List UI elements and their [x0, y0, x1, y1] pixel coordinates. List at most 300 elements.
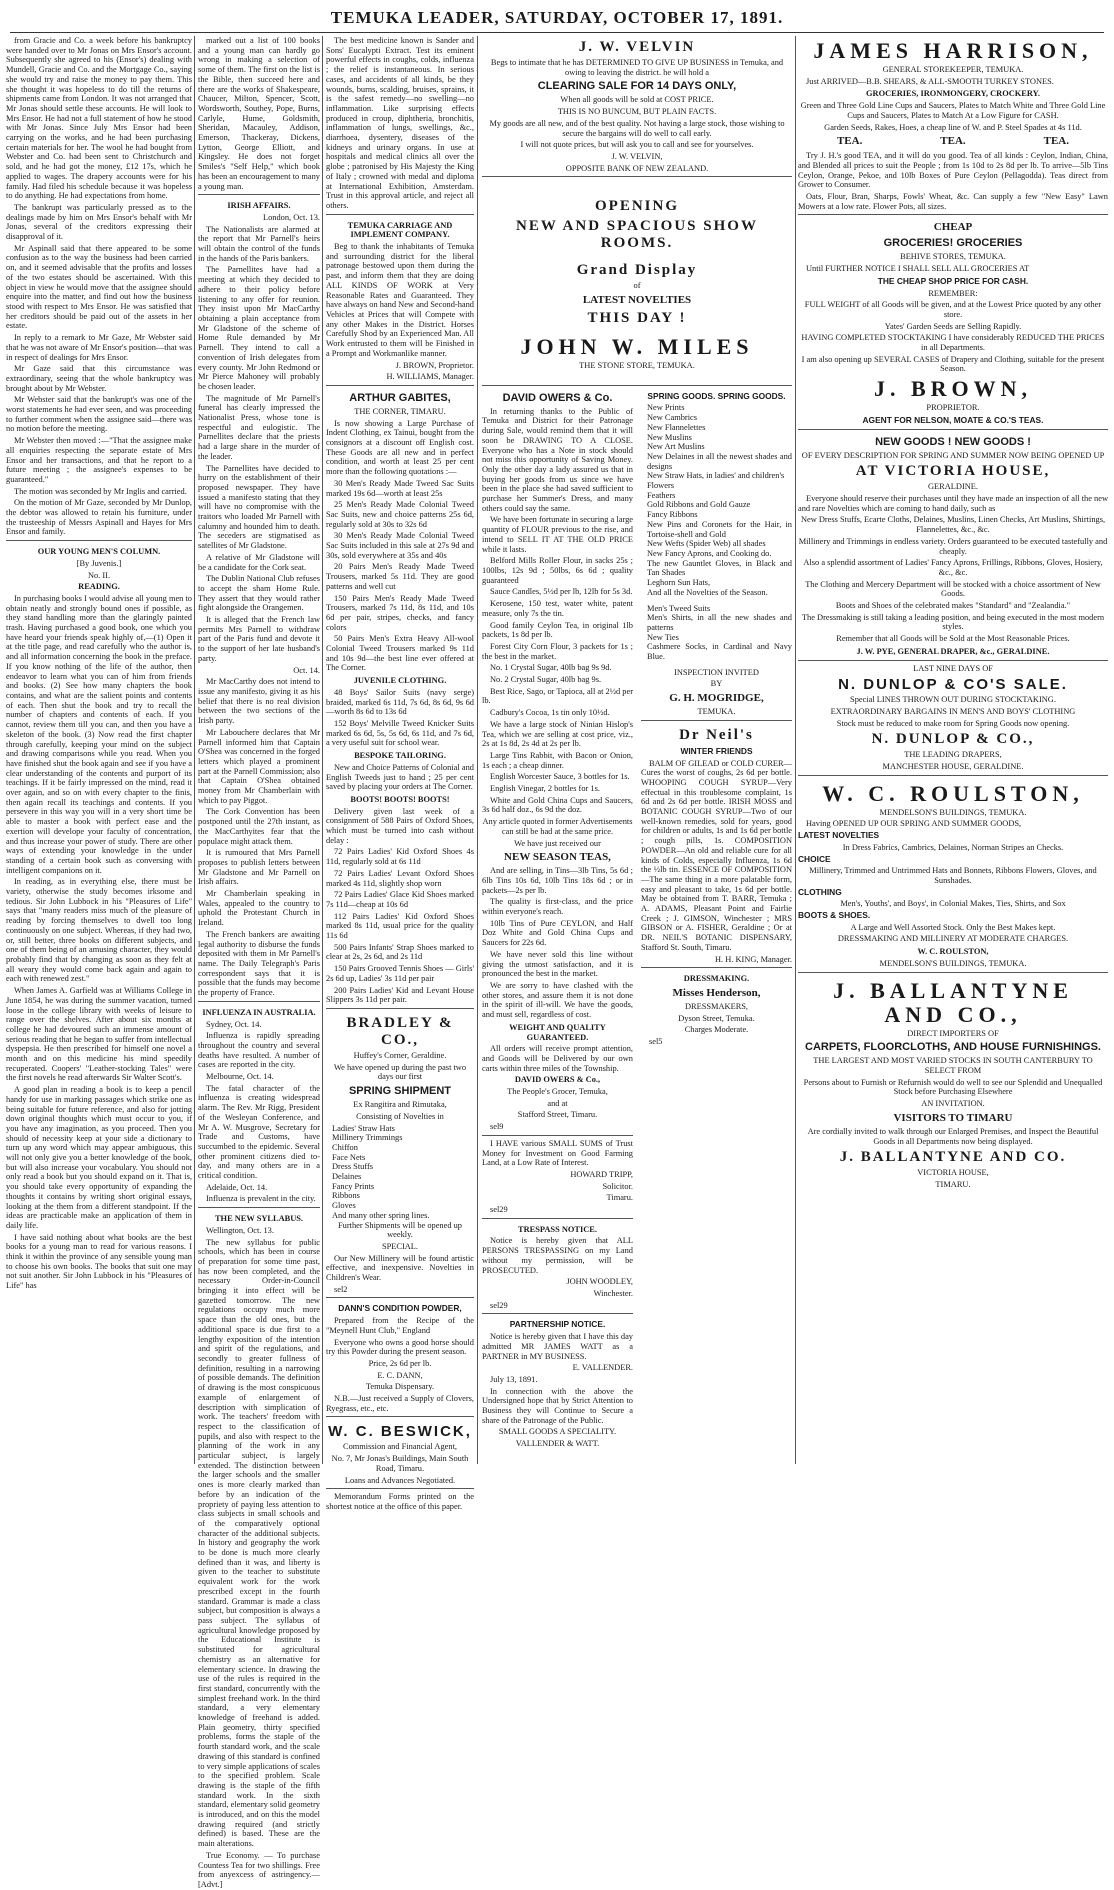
column-divider	[194, 36, 195, 1464]
cheap-groceries: GROCERIES! GROCERIES	[883, 237, 1023, 250]
mogridge-list	[641, 403, 792, 597]
boots-title: BOOTS! BOOTS! BOOTS!	[350, 794, 450, 804]
ballantyne-direct: DIRECT IMPORTERS OF	[907, 1028, 999, 1038]
bradley-special: SPECIAL.	[381, 1241, 419, 1251]
column-divider	[795, 36, 796, 1464]
irish-affairs-article	[198, 225, 320, 664]
velvin-intro: Begs to intimate that he has DETERMINED TO GIVE UP BUSINESS in Temuka, and owing to leaving the district. he will hold a	[490, 58, 784, 77]
paragraph: I have said nothing about what books are the best books for a young man to read for various reasons. I think it within the province of any sensible young man to choose his own books. The books that suit one may not suit another. Sir John Lubbock in his "Pleasures of Life" has	[6, 1232, 192, 1291]
book-list-text: marked out a list of 100 books and a young man can hardly go wrong in making a selection of some of them. The first on the list is the Bible, then succeed here and there are the works of Shakespeare, Chaucer, Milton, Spencer, Scott, Wordsworth, Southey, Pope, Burns, Carlyle, Hume, Goldsmith, Sheridan, Macauley, Addison, Emerson, Thackeray, Dickens, Lytton, George Elliott, and Kingsley. He does not forget Smiles's "Self Help," which book has been an encouragement to many a young man.	[198, 36, 320, 191]
tripp-signature: HOWARD TRIPP,	[570, 1169, 633, 1179]
paragraph: On the motion of Mr Gaze, seconded by Mr Dunlop, the debtor was allowed to retain his furniture, under the trusteeship of Messrs Aspinall and Hayes for Mrs Ensor and family.	[6, 498, 192, 537]
carriage-signature: J. BROWN, Proprietor.	[395, 360, 474, 370]
tripp-place: Timaru.	[606, 1193, 633, 1203]
advert-code: sel2	[334, 1284, 348, 1294]
advert-code: sel5	[649, 1037, 663, 1047]
neil-subtitle: WINTER FRIENDS	[680, 745, 753, 756]
partnership-text: Notice is hereby given that I have this day admitted MR JAMES WATT as a PARTNER in MY BUSINESS.	[482, 1332, 633, 1361]
list-item: And many other spring lines.	[332, 1210, 430, 1220]
list-item: New Ties	[647, 632, 679, 642]
paragraph: The French bankers are awaiting legal authority to disburse the funds deposited with them in Mr Parnell's name. The Daily Telegraph's Paris correspondent says that it is possible that the funds may become the property of France.	[198, 929, 320, 998]
list-item: New Pins and Coronets for the Hair, in Tortoise-shell and Gold	[647, 519, 792, 539]
syllabus-article	[198, 1226, 320, 1849]
list-item: No. 2 Crystal Sugar, 40lb bag 9s.	[490, 675, 602, 685]
list-item: 30 Men's Ready Made Colonial Tweed Sac Suits included in this sale at 27s 9d and 30s, sold everywhere at 35s and 40s	[326, 531, 474, 560]
pye-boots: Boots and Shoes of the celebrated makes "Standard" and "Zealandia."	[835, 601, 1071, 611]
paragraph: Melbourne, Oct. 14.	[206, 1072, 274, 1082]
roulston-subtitle: MENDELSON'S BUILDINGS, TEMUKA.	[879, 807, 1027, 817]
ballantyne-title: J. BALLANTYNE AND CO.,	[833, 977, 1073, 1027]
list-item: Sauce Candles, 5½d per lb, 12lb for 5s 3d.	[490, 587, 633, 597]
roulston-choice-text: Millinery, Trimmed and Untrimmed Hats and Bonnets, Ribbons Flowers, Gloves, and Sunshades.	[809, 866, 1097, 885]
influenza-title: INFLUENZA IN AUSTRALIA.	[202, 1007, 316, 1017]
list-item: New Cambrics	[647, 413, 698, 423]
roulston-boots-text: A Large and Well Assorted Stock. Only the Best Makes kept.	[850, 922, 1056, 932]
list-item: Leghorn Sun Hats,	[647, 578, 711, 588]
roulston-latest-text: In Dress Fabrics, Cambrics, Delaines, Norman Stripes an Checks.	[842, 842, 1064, 852]
miles-name: JOHN W. MILES	[520, 334, 754, 360]
ballantyne-house: VICTORIA HOUSE,	[917, 1168, 989, 1178]
paragraph: Influenza is rapidly spreading throughout the country and several deaths have resulted. A number of cases are reported in the city.	[198, 1031, 320, 1070]
owers-teas-quality: The quality is first-class, and the price within everyone's reach.	[482, 897, 633, 917]
bradley-consist: Consisting of Novelties in	[356, 1111, 444, 1121]
dann-title: DANN'S CONDITION POWDER,	[338, 1303, 462, 1314]
brown-full-weight: FULL WEIGHT of all Goods will be given, and at the Lowest Price quoted by any other store.	[804, 300, 1102, 319]
carriage-company-title: TEMUKA CARRIAGE AND IMPLEMENT COMPANY.	[347, 220, 453, 240]
true-economy-advert: True Economy. — To purchase Countess Tea for two shillings. Free from anyexcess of astringency.—[Advt.]	[198, 1850, 320, 1889]
list-item: Best Rice, Sago, or Tapioca, all at 2½d per lb.	[482, 686, 633, 706]
trespass-text: Notice is hereby given that ALL PERSONS TRESPASSING on my Land without my permission, will be PROSECUTED.	[482, 1236, 633, 1275]
roulston-having: Having OPENED UP OUR SPRING AND SUMMER GOODS,	[806, 819, 1022, 829]
advert-code: sel29	[490, 1205, 508, 1215]
mogridge-address: TEMUKA.	[697, 707, 736, 717]
list-item: Gold Ribbons and Gold Gauze	[647, 500, 751, 510]
list-item: We have a large stock of Ninian Hislop's Tea, which we are selling at cost price, viz., 2s at 1s 8d, 2s 4d at 2s per lb.	[482, 719, 633, 749]
bradley-subtitle: Huffey's Corner, Geraldine.	[353, 1050, 447, 1060]
brown-yates: Yates' Garden Seeds are Selling Rapidly.	[884, 321, 1022, 331]
pye-signature: J. W. PYE, GENERAL DRAPER, &c., GERALDINE.	[856, 646, 1050, 656]
dunlop-sale: N. DUNLOP & CO'S SALE.	[838, 676, 1068, 694]
dunlop-special: Special LINES THROWN OUT DURING STOCKTAKING.	[850, 695, 1056, 705]
list-item: Dress Stuffs	[332, 1162, 374, 1172]
beswick-text: Commission and Financial Agent,	[343, 1442, 457, 1452]
column-4	[482, 36, 792, 1466]
paragraph: The bankrupt was particularly pressed as to the dealings made by him on Mrs Ensor's behalf with Mr Jonas, several of the creditors expressing their disapproval of it.	[6, 202, 192, 242]
list-item: 72 Pairs Ladies' Kid Oxford Shoes 4s 11d, regularly sold at 6s 11d	[326, 847, 474, 867]
mogridge-name: G. H. MOGRIDGE,	[669, 692, 764, 705]
partnership-connection: In connection with the above the Undersigned hope that by Strict Attention to Business they will Continue to Secure a share of the Patronage of the Public.	[482, 1386, 633, 1425]
juvenile-title: JUVENILE CLOTHING.	[353, 676, 447, 686]
miles-grand-display: Grand Display	[576, 262, 698, 279]
list-item: Kerosene, 150 test, water white, patent measure, only 7s the tin.	[482, 599, 633, 618]
harrison-groceries: GROCERIES, IRONMONGERY, CROCKERY.	[866, 89, 1040, 99]
bradley-list	[326, 1124, 474, 1221]
beswick-title: W. C. BESWICK,	[328, 1423, 472, 1441]
dateline: London, Oct. 13.	[263, 212, 320, 222]
dunlop-name: N. DUNLOP & CO.,	[871, 731, 1035, 748]
paragraph: Adelaide, Oct. 14.	[206, 1182, 268, 1192]
trespass-title: TRESPASS NOTICE.	[518, 1224, 597, 1234]
list-item: 50 Pairs Men's Extra Heavy All-wool Colonial Tweed Trousers marked 9s 11d and 10s 9d—the best line ever offered at The Corner.	[326, 634, 474, 673]
roulston-title: W. C. ROULSTON,	[822, 780, 1084, 806]
dann-nb: N.B.—Just received a Supply of Clovers, Ryegrass, etc., etc.	[326, 1394, 474, 1413]
masthead-rule	[10, 32, 1104, 33]
paragraph: When James A. Garfield was at Williams College in June 1854, he was during the summer vacation, turned loose in the college library with weeks of leisure to range over the shelves. After about six months at college he had devoured such an immense amount of serious reading that he began to suffer from intellectual dyspepsia. He then prescribed for himself one novel a month and on this medicine his mind speedily recuperated. Coopers' "Leather-stocking Tales" were the first novels he read afterwards Sir Walter Scott's.	[6, 986, 192, 1083]
henderson-address: Dyson Street, Temuka.	[678, 1013, 755, 1023]
memorandum-forms-advert: Memorandum Forms printed on the shortest notice at the office of this paper.	[326, 1492, 474, 1511]
ballantyne-largest: THE LARGEST AND MOST VARIED STOCKS IN SOUTH CANTERBURY TO SELECT FROM	[813, 1056, 1093, 1075]
paragraph: from Gracie and Co. a week before his bankruptcy were handed over to Mr Jonas on Mrs Ensor's account. Subsequently she agreed to his (Ensor's) dealing with Mundell, Gracie and Co. and the Mortgage Co., saying she would try and raise the money to pay them. This she thought it was hopeless to do till the returns of shipments came from London. It was not arranged that Mr Jonas should settle these accounts. He will look to Mrs Ensor. He had not a full statement of how he stood with Mr Jonas. Since July Mrs Ensor had been carrying on the works, and he had been purchasing certain materials for her. The wool he had bought from Webster and Co. had been sent to Christchurch and sold, and he had got the money, £12 17s, which he applied to wages. The drapery accounts were for his family. Had filed his schedule because it was hopeless to do anything. He had expectations from home.	[6, 36, 192, 201]
owers-orders: All orders will receive prompt attention, and Goods will be Delivered by our own carts within three miles of the Township.	[482, 1044, 633, 1073]
paragraph: It is alleged that the French law permits Mrs Parnell to withdraw part of the Paris fund and devote it to the support of her late husband's party.	[198, 615, 320, 663]
trespass-place: Winchester.	[593, 1288, 633, 1298]
mogridge-invite: INSPECTION INVITED	[674, 667, 759, 677]
ballantyne-place: TIMARU.	[935, 1179, 971, 1189]
list-item: New Flannelettes	[647, 422, 706, 432]
roulston-latest: LATEST NOVELTIES	[798, 830, 880, 841]
dann-shop: Temuka Dispensary.	[365, 1382, 435, 1392]
list-item: Large Tins Rabbit, with Bacon or Onion, 1s each ; a cheap dinner.	[482, 750, 633, 770]
roulston-signature-2: MENDELSON'S BUILDINGS, TEMUKA.	[879, 958, 1027, 968]
sanders-advert: The best medicine known is Sander and Sons' Eucalypti Extract. Test its eminent powerful effects in coughs, colds, influenza ; the relief is instantaneous. In serious cases, and accidents of all kinds, be they wounds, burns, scalding, bruises, sprains, it is the safest remedy—no swelling—no inflammation. Like surprising effects produced in croup, diphtheria, bronchitis, inflammation of lungs, swellings, &c., diarrhoea, dysentery, diseases of the kidneys and urinary organs. In use at hospitals and medical clinics all over the globe ; patronised by His Majesty the King of Italy ; crowned with medal and diploma at International Exhibition, Amsterdam. Trust in this approval article, and reject all others.	[326, 36, 474, 210]
partnership-date: July 13, 1891.	[490, 1374, 538, 1384]
tripp-solicitor: Solicitor.	[602, 1181, 633, 1191]
paragraph: Mr Aspinall said that there appeared to be some confusion as to the way the business had been carried on, and it seemed advisable that the profits and losses of the two estates should be ascertained. With this object in view he would move that the assignee should enquire into the matter, and find out how the business stood with respect to Mrs Ensor. He was satisfied that her creditors should be paid out of the assets in her estate.	[6, 243, 192, 331]
dateline: Oct. 14.	[293, 665, 320, 675]
ballantyne-persons: Persons about to Furnish or Refurnish would do well to see our Splendid and Unequalled Stock before Purchasing Elsewhere	[803, 1077, 1103, 1097]
paragraph: The new syllabus for public schools, which has been in course of preparation for some time past, has now been completed, and the necessary Order-in-Council bringing it into effect will be gazetted tomorrow. The new regulations occupy much more space than the old ones, but the additional space is due first to a lengthy exposition of the intention and spirit of the regulations, and secondly to greater fullness of definition, resulting in a narrowing of possible demands. The definition of drawing is the most conspicuous example of enlargement of description with simplication of work. The teachers' freedom with respect to the classification of pupils, and also with respect to the planning of the work in any particular subject, is largely extended. The distinction between the larger schools and the smaller ones is more clearly marked than before by an indication of the propriety of paying less attention to class subjects in small schools and of the comparatively optional character of the additional subjects. In history and geography the work to be done is much more clearly defined than it was, and liberty is given to the teacher to substitute equivalent work for the work prescribed except in the fourth standard. Grammar is made a class subject, but composition is always a pass subject. The syllabus of agricultural knowledge proposed by the Educational Institute is substituted for agricultural chemistry as an alternative for elementary science. In drawing the use of the rules is required in the first standard, concurrently with the simplest freehand work. In the third standard, a very elementary knowledge of freehand is added. Plain geometry, thirty specified problems, forms the staple of the fourth standard work, and the scale drawing of this standard is confined to very simple applications of scales to the specified problem. Scale drawing is the staple of the fifth standard work. In the sixth standard, elementary solid geometry is introduced, and on this the model drawing required (and strictly defined) is based. These are the main alterations.	[198, 1237, 320, 1849]
neil-text: BALM OF GILEAD or COLD CURER—Cures the worst of coughs, 2s 6d per bottle. WHOOPING COUGH SYRUP—Very effectual in this troublesome complaint, 1s 6d and 2s 6d per bottle. IRISH MOSS and BOTANIC COUGH SYRUP—Two of our well-known remedies, sold for years, good for children or adults, 1s and 1s 6d per bottle ; cough pills, 1s. COMPOSITION POWDER—An old and reliable cure for all kinds of Colds, especially Influenza, 1s 6d the ½lb tin. ESSENCE OF COMPOSITION—The same thing in a more palatable form, easy and pleasant to take, 1s 6d per bottle. May be obtained from T. BARR, Temuka ; A. ADAMS, Pleasant Point and Fairlie Creek ; J. GIMSON, Winchester ; MRS GIBSON or A. FISHER, Geraldine ; Or at DR. NEIL'S BOTANIC DISPENSARY, Stafford St. South, Timaru.	[641, 758, 792, 952]
roulston-dressmaking: DRESSMAKING AND MILLINERY AT MODERATE CHARGES.	[837, 934, 1069, 944]
miles-of: of	[633, 281, 641, 291]
list-item: Fancy Ribbons	[647, 510, 698, 520]
juvenile-list	[326, 688, 474, 748]
cheap-heading: CHEAP	[933, 221, 973, 234]
partnership-signature: E. VALLENDER.	[572, 1363, 633, 1373]
mogridge-by: BY	[710, 679, 723, 689]
list-item: New Delaines in all the newest shades and designs	[647, 451, 792, 471]
paragraph: Mr Gaze said that this circumstance was extraordinary, seeing that the whole bankruptcy was brought about by Mr Webster.	[6, 364, 192, 393]
owers-teas-body: And are selling, in Tins—3lb Tins, 5s 6d ; 6lb Tins 10s 6d, 10lb Tins 18s 6d ; or in packets—2s per lb.	[482, 866, 633, 895]
list-item: New Fancy Aprons, and Cooking do.	[647, 548, 772, 558]
partnership-small-goods: SMALL GOODS A SPECIALITY.	[498, 1427, 617, 1437]
gabites-intro: Is now showing a Large Purchase of Indent Clothing, ex Tainui, bought from the consignors at a discount off English cost. These Goods are all new and in perfect condition, and worth at least 25 per cent more than the following quotations :—	[326, 418, 474, 477]
list-item: 150 Pairs Men's Ready Made Tweed Trousers, marked 7s 11d, 8s 11d, and 10s 6d per pair, stripes, checks, and fancy colors	[326, 593, 474, 632]
miles-address: THE STONE STORE, TEMUKA.	[579, 361, 695, 371]
pye-dressmaking: The Dressmaking is still taking a leading position, and being executed in the most modern styles.	[801, 612, 1105, 632]
column-1	[6, 36, 192, 1466]
paragraph: In reading, as in everything else, there must be variety, otherwise the study becomes irksome and tedious. Sir John Lubbock in his "Pleasures of Life" says that "many readers miss much of the pleasure of reading by forcing themselves to dwell too long continuously on one subject. Whereas, if they had two, or, still better, three books on different subjects, and one of them being of an amusing character, they would probably find that by changing as soon as they felt at all weary they would come back again and again to each with renewed zest."	[6, 877, 192, 984]
spring-goods-heading: SPRING GOODS. SPRING GOODS.	[647, 390, 786, 401]
paragraph: Mr Webster then moved :—"That the assignee make all enquiries respecting the separate estate of Mrs Ensor and her transactions, and that he report to a future meeting ; the assignee's expenses to be guaranteed."	[6, 436, 192, 484]
velvin-body: My goods are all new, and of the best quality. Not having a large stock, those wishing to secure the bargains will do well to call early.	[489, 118, 785, 138]
list-item: 500 Pairs Infants' Strap Shoes marked to clear at 2s, 2s 6d, and 2s 11d	[326, 942, 474, 962]
dann-text: Prepared from the Recipe of the "Meynell Hunt Club," England	[326, 1316, 474, 1335]
harrison-just: Just ARRIVED—B.B. SHEARS, & ALL-SMOOTH TURKEY STONES.	[806, 76, 1054, 86]
list-item: Chiffon	[332, 1142, 358, 1152]
roulston-choice: CHOICE	[798, 853, 831, 864]
list-item: New Prints	[647, 403, 685, 413]
henderson-title: Misses Henderson,	[672, 987, 761, 999]
paragraph: Mr Webster said that the bankrupt's was one of the worst statements he had ever seen, and was proceeding to further comment when the assignee said—there was no motion before the meeting.	[6, 395, 192, 434]
paragraph: In purchasing books I would advise all young men to obtain neatly and strongly bound ones if possible, as they stand handling more than the glaringly painted trash. Having purchased a good book, one which you have heard your friends speak highly of,—(1) Open it at the title page, and read carefully who the author is, and all information concerning the book in the preface. If you know nothing of the life of the author, then endeavor to learn what you can of him from friends and books. (2) See how many chapters the book contains, and what are the salient points and contents of each. Then shut the book and try to recall the number of chapters and contents of each. If you cannot, review them till you can, and then you have a skeleton of the book. (3) Now read the first chapter through carefully, keeping your mind on the subject and drawing comparisons while you read. When you have finished shut the book again and see if you have a clear understanding of the contents and purport of its teachings. If it be fairly impressed on the mind, read it over again, and so on with every chapter to the finis, then again recall its teachings and contents. If you persevere in this way you will in a very short time be able to master a book with perfect ease and the exertion will develope your faculty of concentration, and thus increase your power of study. There are other ways of extending your knowledge in the under standing of a certain book such as conversing with intelligent companions on it.	[6, 593, 192, 875]
bankruptcy-report	[6, 36, 192, 537]
harrison-title: JAMES HARRISON,	[813, 38, 1093, 63]
gabites-subtitle: THE CORNER, TIMARU.	[354, 406, 446, 416]
brown-remember: REMEMBER:	[928, 288, 978, 298]
tea-label: TEA.	[940, 135, 966, 148]
bespoke-text: New and Choice Patterns of Colonial and English Tweeds just to hand ; 25 per cent saved by placing your orders at The Corner.	[326, 762, 474, 792]
miles-this-day: THIS DAY !	[587, 310, 687, 327]
dunlop-leading: THE LEADING DRAPERS,	[904, 750, 1002, 760]
bradley-further: Further Shipments will be opened up weekly.	[338, 1220, 462, 1240]
owers-teas-intro: We have just received our	[514, 838, 601, 848]
carriage-company-text: Beg to thank the inhabitants of Temuka and surrounding district for the liberal patronage bestowed upon them during the past, and inform them that they are doing ALL KINDS OF WORK at Very Reasonable Rates and Guaranteed. They have always on hand New and Second-hand Vehicles at Prices that will Compete with any other Makes in the District. Horses Carefully Shod by an Experienced Man. All Work entrusted to them will be Finished in a Prompt and Workmanlike manner.	[326, 242, 474, 358]
velvin-title: J. W. VELVIN	[578, 39, 696, 55]
paragraph: The Dublin National Club refuses to accept the sham Home Rule. They assert that they would rather fight alongside the Orangemen.	[198, 574, 320, 613]
owers-weight: WEIGHT AND QUALITY GUARANTEED.	[509, 1022, 606, 1042]
column-2	[198, 36, 320, 1889]
roulston-clothing-text: Men's, Youths', and Boys', in Colonial Makes, Ties, Shirts, and Sox	[840, 899, 1066, 909]
velvin-address: OPPOSITE BANK OF NEW ZEALAND.	[565, 163, 709, 173]
reading-article	[6, 594, 192, 1291]
paragraph: The magnitude of Mr Parnell's funeral has clearly impressed the Nationalist Press, whose tone is respectful and eulogistic. The Parnellites declare that the priests had a large share in the murder of the leader.	[198, 393, 320, 461]
paragraph: Mr MacCarthy does not intend to issue any manifesto, giving it as his belief that there is no real division between the two sections of the Irish party.	[198, 677, 320, 726]
pye-millinery: Millinery and Trimmings in endless variety. Orders guaranteed to be executed tastefully and cheaply.	[798, 536, 1108, 556]
list-item: And all the Novelties of the Season.	[647, 587, 768, 597]
pye-victoria-house: AT VICTORIA HOUSE,	[855, 463, 1051, 480]
dunlop-address: MANCHESTER HOUSE, GERALDINE.	[882, 762, 1024, 772]
bradley-ex: Ex Rangitira and Rimutaka,	[353, 1100, 447, 1110]
pye-clothing: The Clothing and Mercery Department will be stocked with a choice assortment of New Goods.	[805, 579, 1101, 599]
young-mens-column-title: OUR YOUNG MEN'S COLUMN.	[37, 547, 161, 557]
tea-row	[798, 135, 1108, 148]
neil-title: Dr Neil's	[679, 726, 754, 743]
paragraph: A relative of Mr Gladstone will be a candidate for the Cork seat.	[198, 552, 320, 572]
roulston-boots: BOOTS & SHOES.	[798, 910, 871, 921]
paragraph: The fatal character of the influenza is creating widespread alarm. The Rev. Mr Rigg, President of the Wesleyan Conference, and Mr A. W. Musgrove, Secretary for Trade and Customs, have succumbed to the epidemic. Several other prominent citizens died to-day, and many others are in a critical condition.	[198, 1083, 320, 1181]
brown-cash: THE CHEAP SHOP PRICE FOR CASH.	[877, 275, 1029, 286]
paragraph: Sydney, Oct. 14.	[206, 1019, 262, 1029]
brown-until: Until FURTHER NOTICE I SHALL SELL ALL GROCERIES AT	[806, 264, 1030, 274]
dressmaking-title: DRESSMAKING.	[683, 974, 750, 984]
velvin-buncum: THIS IS NO BUNCUM, BUT PLAIN FACTS.	[557, 107, 717, 117]
list-item: The new Gauntlet Gloves, in Black and Tan Shades	[647, 558, 792, 578]
bradley-spring-head: SPRING SHIPMENT	[348, 1085, 452, 1098]
list-item: 48 Boys' Sailor Suits (navy serge) braided, marked 6s 11d, 7s 6d, 8s 6d, 9s 6d—worth 8s 6d to 13s 6d	[326, 687, 474, 717]
bradley-title: BRADLEY & CO.,	[346, 1014, 454, 1048]
dann-price: Price, 2s 6d per lb.	[368, 1358, 432, 1368]
list-item: White and Gold China Cups and Saucers, 3s 6d half doz., 6s 9d the doz.	[482, 795, 633, 815]
column-5	[798, 36, 1108, 1466]
harrison-oats: Oats, Flour, Bran, Sharps, Fowls' Wheat, &c. Can supply a few "New Easy" Lawn Mowers at a low rate. Flower Pots, all sizes.	[798, 192, 1108, 211]
list-item: 200 Pairs Ladies' Kid and Levant House Slippers 3s 11d per pair.	[326, 985, 474, 1005]
tea-label: TEA.	[1043, 135, 1069, 148]
brown-cases: I am also opening up SEVERAL CASES of Drapery and Clothing, suitable for the present Season.	[801, 354, 1105, 374]
pye-body: Everyone should reserve their purchases until they have made an inspection of all the new and rare Novelties which are coming to hand daily, such as	[798, 493, 1108, 513]
miles-novelties: LATEST NOVELTIES	[582, 294, 692, 307]
list-item: 30 Men's Ready Made Tweed Sac Suits marked 19s 6d—worth at least 25s	[326, 478, 474, 498]
list-item: English Vinegar, 2 bottles for 1s.	[490, 784, 600, 794]
neil-manager: H. H. KING, Manager.	[715, 954, 792, 964]
tea-label: TEA.	[836, 135, 863, 148]
pye-geraldine: GERALDINE.	[927, 482, 978, 492]
beswick-loans: Loans and Advances Negotiated.	[344, 1475, 456, 1485]
henderson-charges: Charges Moderate.	[684, 1025, 749, 1035]
dunlop-last-days: LAST NINE DAYS OF	[913, 663, 993, 673]
paragraph: It is rumoured that Mrs Parnell proposes to publish letters between Mr Gladstone and Mr Parnell on Irish affairs.	[198, 848, 320, 887]
owers-signature-2: The People's Grocer, Temuka,	[507, 1087, 608, 1097]
list-item: 25 Men's Ready Made Colonial Tweed Sac Suits, new and choice patterns 25s 6d, regularly sold at 30s to 32s 6d	[326, 500, 474, 529]
list-item: 152 Boys' Melville Tweed Knicker Suits marked 6s 6d, 5s, 5s 6d, 6s 11d, and 7s 6d, a very useful suit for school wear.	[326, 719, 474, 748]
brown-stocktaking: HAVING COMPLETED STOCKTAKING I have considerably REDUCED THE PRICES in all Departments.	[801, 333, 1105, 353]
pye-new-goods: NEW GOODS ! NEW GOODS !	[875, 435, 1031, 448]
list-item: English Worcester Sauce, 3 bottles for 1s.	[490, 772, 630, 782]
brown-agent: AGENT FOR NELSON, MOATE & CO.'S TEAS.	[862, 414, 1044, 425]
list-item: No. 1 Crystal Sugar, 40lb bag 9s 9d.	[490, 663, 612, 673]
influenza-article	[198, 1020, 320, 1205]
mogridge-list-2	[641, 604, 792, 662]
miles-opening: OPENING	[594, 198, 679, 215]
reading-subtitle: READING.	[78, 582, 120, 592]
paragraph: The Parnellites have decided to hurry on the establishment of their proposed newspaper. They have issued a manifesto stating that they will have no compromise with the traitors who loaded Mr Parnell with calumny and hounded him to death. The seceders are stigmatised as satellites of Mr Gladstone.	[198, 463, 320, 551]
owers-teas: NEW SEASON TEAS,	[504, 851, 611, 864]
harrison-seeds: Garden Seeds, Rakes, Hoes, a cheap line of W. and P. Steel Spades at 4s 11d.	[824, 122, 1082, 132]
list-item: Feathers	[647, 490, 676, 500]
list-item: Face Nets	[332, 1152, 366, 1162]
tripp-advert: I HAVE various SMALL SUMS of Trust Money for Investment on Good Farming Land, at a Low Rate of Interest.	[482, 1138, 633, 1168]
bradley-intro: We have opened up during the past two days our first	[333, 1062, 467, 1082]
velvin-when: When all goods will be sold at COST PRICE.	[560, 95, 714, 105]
list-item: 112 Pairs Ladies' Kid Oxford Shoes marked 8s 11d, usual price for the quality 11s 6d	[326, 911, 474, 941]
harrison-cups: Green and Three Gold Line Cups and Saucers, Plates to Match White and Three Gold Line Cups and Saucers, Plates to Match At a Low Figure for CASH.	[800, 101, 1106, 120]
behive-stores: BEHIVE STORES, TEMUKA.	[900, 252, 1006, 262]
byline: [By Juvenis.]	[76, 558, 122, 568]
owers-signature: DAVID OWERS & Co.,	[514, 1075, 601, 1085]
beswick-address: No. 7, Mr Jonas's Buildings, Main South Road, Timaru.	[331, 1454, 469, 1473]
brown-name: J. BROWN,	[873, 376, 1033, 402]
boots-list	[326, 847, 474, 1005]
partnership-title: PARTNERSHIP NOTICE.	[509, 1319, 606, 1330]
paragraph: The Nationalists are alarmed at the report that Mr Parnell's heirs will obtain the control of the funds in the hands of the Paris bankers.	[198, 224, 320, 263]
dunlop-stock: Stock must be reduced to make room for Spring Goods now opening.	[836, 718, 1070, 728]
list-item: New Art Muslins	[647, 442, 705, 452]
list-item: Cashmere Socks, in Cardinal and Navy Blue.	[647, 642, 792, 662]
list-item: Forest City Corn Flour, 3 packets for 1s ; the best in the market.	[482, 641, 633, 661]
syllabus-title: THE NEW SYLLABUS.	[214, 1214, 304, 1224]
list-item: Flowers	[647, 481, 674, 491]
pye-ladies: Also a splendid assortment of Ladies' Fancy Aprons, Frillings, Ribbons, Gloves, Hosiery, &c., &c.	[803, 558, 1103, 577]
advert-code: sel9	[490, 1122, 504, 1132]
owers-signature-3: and at	[547, 1098, 568, 1108]
newspaper-masthead: TEMUKA LEADER, SATURDAY, OCTOBER 17, 1891.	[330, 8, 784, 27]
ballantyne-invitation: AN INVITATION.	[921, 1099, 985, 1109]
roulston-clothing: CLOTHING	[798, 886, 842, 897]
pye-remember: Remember that all Goods will be Sold at the Most Reasonable Prices.	[836, 634, 1070, 644]
owers-flour: We have been fortunate in securing a large quantity of FLOUR previous to the rise, and intend to SELL IT AT THE OLD PRICE while it lasts.	[482, 515, 633, 554]
pye-items: New Dress Stuffs, Ecarte Cloths, Delaines, Muslins, Linen Checks, Art Muslins, Shirtings, Flannelettes, &c., &c.	[800, 515, 1106, 535]
henderson-subtitle: DRESSMAKERS,	[684, 1002, 749, 1011]
list-item: Belford Mills Roller Flour, in sacks 25s ; 100lbs, 12s 9d ; 50lbs, 6s 6d ; quality guaranteed	[482, 556, 633, 585]
paragraph: In reply to a remark to Mr Gaze, Mr Webster said that he was not aware of Mr Ensor's position—that was in respect of dealings for Mrs Ensor.	[6, 333, 192, 362]
list-item: New Wefts (Spider Web) all shades	[647, 539, 766, 549]
paragraph: The motion was seconded by Mr Inglis and carried.	[14, 486, 187, 496]
paragraph: The Parnellites have had a meeting at which they decided to adhere to their policy before listening to any offer for reunion. They insist upon Mr MacCarthy obtaining a plain acceptance from Mr Gladstone of the scheme of Home Rule demanded by Mr Parnell. They intend to call a convention of Irish delegates from every county. Mr John Redmond or Mr Pierce Mahoney will probably be chosen leader.	[198, 265, 320, 391]
boots-intro: Delivery given last week of a consignment of 588 Pairs of Oxford Shoes, which must be turned into cash without delay :	[326, 806, 474, 845]
dann-text-2: Everyone who owns a good horse should try this Powder during the present season.	[326, 1337, 474, 1357]
harrison-subtitle: GENERAL STOREKEEPER, TEMUKA.	[882, 65, 1024, 74]
column-divider	[477, 36, 478, 1464]
ballantyne-visitors: VISITORS TO TIMARU	[893, 1111, 1013, 1124]
miles-show-rooms: NEW AND SPACIOUS SHOW ROOMS.	[516, 218, 758, 252]
carriage-signature: H. WILLIAMS, Manager.	[386, 372, 474, 382]
harrison-tea: Try J. H.'s good TEA, and it will do you good. Tea of all kinds : Ceylon, Indian, China, and Blended all prices to suit the People ; from 1s 10d to 2s 8d per lb. To arrive—5lb Tins Ceylon, Orange, Pekoe, and 10lb Boxes of Pure Ceylon (Pellagodda). Teas direct from Grower to Consumer.	[798, 151, 1108, 190]
column-3	[326, 36, 474, 1511]
velvin-quote: I will not quote prices, but will ask you to call and see for yourselves.	[520, 140, 754, 150]
column-divider	[322, 36, 323, 1464]
owers-intro: In returning thanks to the Public of Temuka and District for their Patronage during Sale, would remind them that it will soon be DRAWING TO A CLOSE. Everyone who has a Note in stock should not miss this opportunity of Saving Money. Only the other day a lady assured us that in buying her goods from us since we have been in the place she had saved sufficient to purchase her Summer's Dress, and many others could say the same.	[482, 406, 633, 513]
ballantyne-carpets: CARPETS, FLOORCLOTHS, AND HOUSE FURNISHINGS.	[805, 1041, 1101, 1054]
owers-sorry: We are sorry to have clashed with the other stores, and assure them it is not done in the spirit of ill-will. We have the goods, and must sell, regardless of cost.	[482, 981, 633, 1020]
list-item: 150 Pairs Grooved Tennis Shoes — Girls' 2s 6d up, Ladies' 3s 11d per pair	[326, 964, 474, 983]
owers-any: Any article quoted in former Advertisements can still be had at the same price.	[482, 817, 633, 836]
owers-ceylon: 10lb Tins of Pure CEYLON, and Half Doz White and Gold China Cups and Saucers for 22s 6d.	[482, 918, 633, 948]
bradley-special-text: Our New Millinery will be found artistic effective, and inexpensive. Novelties in Children's Wear.	[326, 1253, 474, 1283]
paragraph: Mr Chamberlain speaking in Wales, appealed to the country to uphold the Protestant Church in Ireland.	[198, 889, 320, 928]
list-item: Ladies' Straw Hats	[332, 1123, 395, 1133]
list-item: Ribbons	[332, 1191, 360, 1201]
paragraph: Wellington, Oct. 13.	[206, 1225, 274, 1235]
list-item: Gloves	[332, 1201, 356, 1211]
irish-affairs-article-2	[198, 677, 320, 998]
owers-signature-4: Stafford Street, Timaru.	[517, 1110, 598, 1120]
paragraph: Influenza is prevalent in the city.	[206, 1194, 316, 1204]
list-item: 72 Pairs Ladies' Levant Oxford Shoes marked 4s 11d, slightly shop worn	[326, 868, 474, 888]
list-item: Men's Tweed Suits	[647, 603, 711, 613]
velvin-sale: CLEARING SALE FOR 14 DAYS ONLY,	[537, 80, 737, 93]
irish-affairs-title: IRISH AFFAIRS.	[227, 201, 291, 211]
owers-title: DAVID OWERS & Co.	[502, 391, 613, 404]
paragraph: The Cork Convention has been postponed until the 27th instant, as the MacCarthyites fear that the populace might attack them.	[198, 807, 320, 846]
list-item: Millinery Trimmings	[332, 1133, 403, 1143]
list-item: Delaines	[332, 1172, 362, 1182]
trespass-signature: JOHN WOODLEY,	[566, 1277, 633, 1287]
list-item: Fancy Prints	[332, 1181, 375, 1191]
list-item: New Straw Hats, in ladies' and children's	[647, 471, 785, 481]
pye-every: OF EVERY DESCRIPTION FOR SPRING AND SUMMER NOW BEING OPENED UP	[801, 450, 1105, 460]
list-item: Cadbury's Cocoa, 1s tin only 10½d.	[490, 708, 610, 718]
list-item: 72 Pairs Ladies' Glace Kid Shoes marked 7s 11d—cheap at 10s 6d	[326, 890, 474, 909]
dunlop-extraordinary: EXTRAORDINARY BARGAINS IN MEN'S AND BOYS' CLOTHING	[830, 706, 1076, 716]
gabites-list	[326, 479, 474, 673]
list-item: New Muslins	[647, 432, 692, 442]
list-item: Men's Shirts, in all the new shades and patterns	[647, 613, 792, 632]
owers-list	[482, 556, 633, 815]
list-item: Good family Ceylon Tea, in original 1lb packets, 1s 8d per lb.	[482, 620, 633, 640]
ballantyne-signature: J. BALLANTYNE AND CO.	[839, 1149, 1067, 1166]
roulston-signature: W. C. ROULSTON,	[917, 947, 989, 957]
advert-code: sel29	[490, 1300, 508, 1310]
gabites-title: ARTHUR GABITES,	[349, 391, 451, 404]
owers-never: We have never sold this line without giving the utmost satisfaction, and it is pronounced the best in the market.	[482, 949, 633, 979]
paragraph: Mr Labouchere declares that Mr Parnell informed him that Captain O'Shea was concerned in the forged letters which played a prominent part at the Parnell Commission; also that Captain O'Shea obtained money from Mr Chamberlain with which to pay Piggot.	[198, 727, 320, 805]
velvin-signature: J. W. VELVIN,	[611, 151, 663, 161]
paragraph: A good plan in reading a book is to keep a pencil handy for use in marking passages which strike one as being suitable for future reference, and also for jotting down original thoughts which must occur to you, if you have any imagination, as you proceed. Then you should of necessity keep at your side a dictionary to turn up any word which may appear ambiguous, this will not only give you a better knowledge of the book, but will also increase your vocabulary. You should not only read a book but you should expand on it. That is, you should take every opportunity of expanding the thoughts it contains by writing short original essays, looking at the them from a different standpoint. If the ideas are practicable make an application of them in daily life.	[6, 1085, 192, 1230]
list-item: 20 Pairs Men's Ready Made Tweed Trousers, marked 5s 11d. They are good patterns and well cut	[326, 562, 474, 591]
partnership-final: VALLENDER & WATT.	[515, 1439, 600, 1449]
column-number: No. II.	[87, 570, 111, 580]
dann-name: E. C. DANN,	[377, 1370, 423, 1380]
